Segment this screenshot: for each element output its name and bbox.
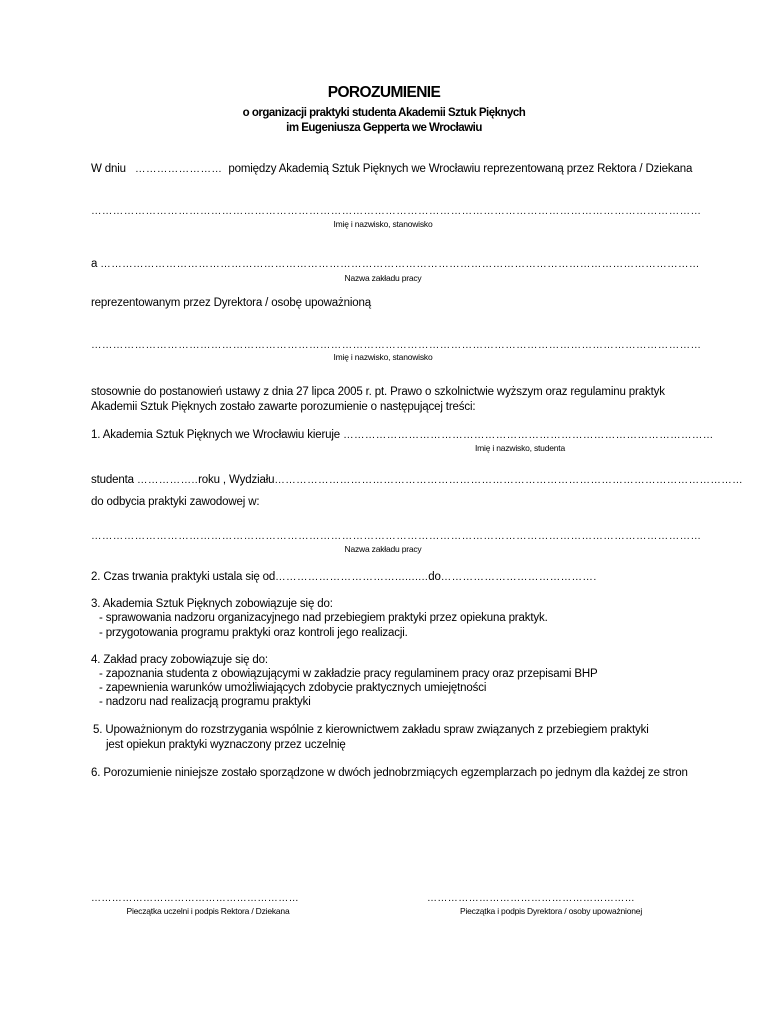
- end-date-field: …………………………………….: [440, 571, 597, 583]
- start-date-field: ……………………………..........: [275, 571, 429, 583]
- paragraph-2-to: do: [428, 571, 441, 583]
- director-signature-line: ……………………………………………………………………………………………………………………………………………………: [91, 339, 702, 351]
- internship-company-line: ……………………………………………………………………………………………………………………………………………………: [91, 530, 702, 542]
- faculty-field: …………………………………………………………………………………………………………………: [274, 474, 744, 486]
- intro-date-field: ……………………: [135, 163, 223, 175]
- document-subtitle-1: o organizacji praktyki studenta Akademii Sztuk Pięknych: [242, 107, 526, 119]
- paragraph-5-line-1: 5. Upoważnionym do rozstrzygania wspólnie z kierownictwem zakładu spraw związanych z przebiegiem praktyki: [93, 724, 649, 736]
- director-caption: Imię i nazwisko, stanowisko: [333, 352, 433, 362]
- university-signature-caption: Pieczątka uczelni i podpis Rektora / Dziekana: [126, 906, 290, 916]
- paragraph-2: [91, 570, 597, 585]
- represented-by-text: reprezentowanym przez Dyrektora / osobę upoważnioną: [91, 297, 372, 309]
- internship-text: do odbycia praktyki zawodowej w:: [91, 496, 260, 508]
- paragraph-4-head: 4. Zakład pracy zobowiązuje się do:: [91, 654, 268, 666]
- company-field: …………………………………………………………………………………………………………………………………………………: [100, 258, 700, 270]
- paragraph-1: [91, 428, 714, 443]
- company-signature-line: ……………………………………………………: [427, 893, 635, 904]
- company-line: [91, 257, 700, 272]
- year-field: ……………..: [136, 474, 199, 486]
- paragraph-3-item: - przygotowania programu praktyki oraz kontroli jego realizacji.: [99, 627, 408, 639]
- university-signature-line: ……………………………………………………: [91, 893, 299, 904]
- paragraph-4-item: - zapoznania studenta z obowiązującymi w zakładzie pracy regulaminem pracy oraz przepisami BHP: [99, 668, 598, 680]
- paragraph-1-text: 1. Akademia Sztuk Pięknych we Wrocławiu kieruje: [91, 429, 341, 441]
- intro-suffix: pomiędzy Akademią Sztuk Pięknych we Wrocławiu reprezentowaną przez Rektora / Dziekana: [228, 163, 693, 175]
- internship-company-caption: Nazwa zakładu pracy: [344, 544, 422, 554]
- document-subtitle-2: im Eugeniusza Gepperta we Wrocławiu: [286, 122, 482, 134]
- representative-signature-line: ……………………………………………………………………………………………………………………………………………………: [91, 205, 702, 217]
- paragraph-2-text: 2. Czas trwania praktyki ustala się od: [91, 571, 276, 583]
- paragraph-6: 6. Porozumienie niniejsze zostało sporządzone w dwóch jednobrzmiących egzemplarzach po jednym dla każdej ze stron: [91, 767, 688, 779]
- paragraph-3-item: - sprawowania nadzoru organizacyjnego nad przebiegiem praktyki przez opiekuna praktyk.: [99, 612, 548, 624]
- paragraph-3-head: 3. Akademia Sztuk Pięknych zobowiązuje się do:: [91, 598, 333, 610]
- paragraph-4-item: - nadzoru nad realizacją programu praktyki: [99, 696, 311, 708]
- year-faculty-label: roku , Wydziału: [198, 474, 275, 486]
- intro-prefix: W dniu: [91, 163, 126, 175]
- legal-basis-line-2: Akademii Sztuk Pięknych zostało zawarte porozumienie o następującej treści:: [91, 401, 476, 413]
- intro-line: [91, 162, 692, 177]
- legal-basis-line-1: stosownie do postanowień ustawy z dnia 27 lipca 2005 r. pt. Prawo o szkolnictwie wyższym oraz regulaminu praktyk: [91, 386, 665, 398]
- student-name-field: …………………………………………………………………………………………: [343, 429, 714, 441]
- student-label: studenta: [91, 474, 134, 486]
- document-title: POROZUMIENIE: [327, 84, 441, 101]
- student-year-line: [91, 473, 744, 488]
- paragraph-5-line-2: jest opiekun praktyki wyznaczony przez uczelnię: [106, 739, 346, 751]
- representative-caption: Imię i nazwisko, stanowisko: [333, 219, 433, 229]
- student-name-caption: Imię i nazwisko, studenta: [475, 443, 565, 453]
- company-prefix: a: [91, 258, 98, 270]
- company-signature-caption: Pieczątka i podpis Dyrektora / osoby upoważnionej: [459, 906, 643, 916]
- company-caption: Nazwa zakładu pracy: [344, 273, 422, 283]
- paragraph-4-item: - zapewnienia warunków umożliwiających zdobycie praktycznych umiejętności: [99, 682, 487, 694]
